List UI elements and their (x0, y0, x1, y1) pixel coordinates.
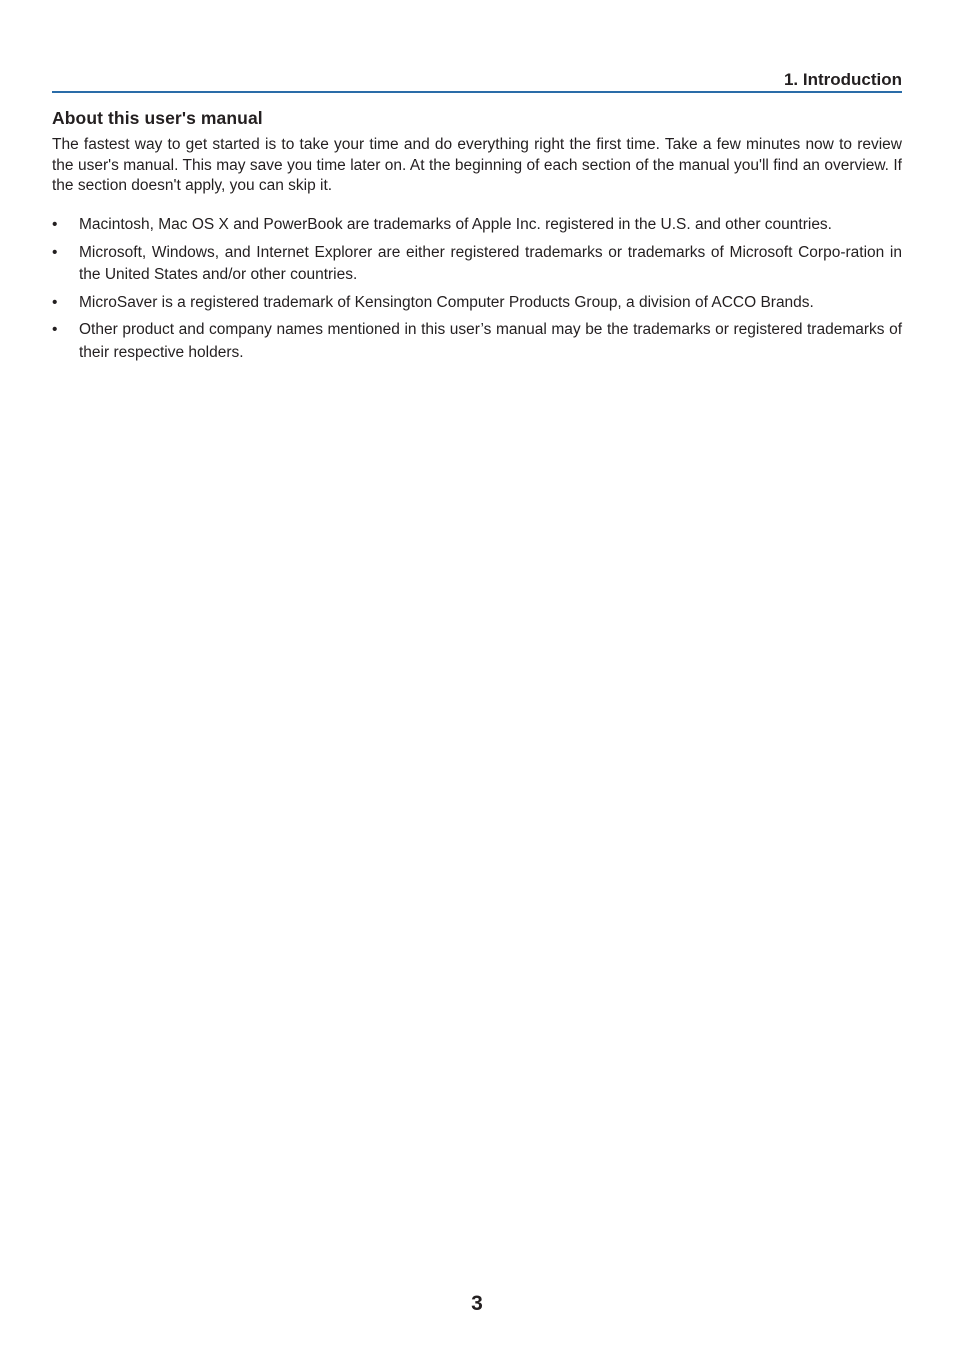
page-number: 3 (471, 1292, 483, 1315)
bullet-icon: • (52, 243, 58, 261)
trademark-list (52, 214, 902, 369)
bullet-icon: • (52, 293, 58, 311)
trademark-item (52, 292, 902, 315)
bullet-icon: • (52, 216, 58, 233)
trademark-item (52, 242, 902, 287)
trademark-text: MicroSaver is a registered trademark of Kensington Computer Products Group, a division of ACCO Brands. (79, 293, 814, 311)
section-title: About this user's manual (52, 108, 263, 128)
intro-paragraph: The fastest way to get started is to take your time and do everything right the first time. Take a few minutes now to review the user's manual. This may save you time later on. At the beginning of each section of the manual you'll find an overview. If the section doesn't apply, you can skip it. (52, 136, 902, 194)
header-rule (52, 91, 902, 93)
document-page (52, 0, 902, 1348)
trademark-item (52, 214, 902, 237)
bullet-icon: • (52, 321, 58, 338)
trademark-text: Macintosh, Mac OS X and PowerBook are trademarks of Apple Inc. registered in the U.S. and other countries. (79, 216, 832, 233)
trademark-text: Other product and company names mentioned in this user’s manual may be the trademarks or registered trademarks of their respective holders. (79, 321, 902, 361)
trademark-text: Microsoft, Windows, and Internet Explorer are either registered trademarks or trademarks of Microsoft Corpo-ration in the United States and/or other countries. (79, 243, 902, 283)
running-header-chapter: 1. Introduction (783, 70, 902, 89)
trademark-item (52, 319, 902, 364)
